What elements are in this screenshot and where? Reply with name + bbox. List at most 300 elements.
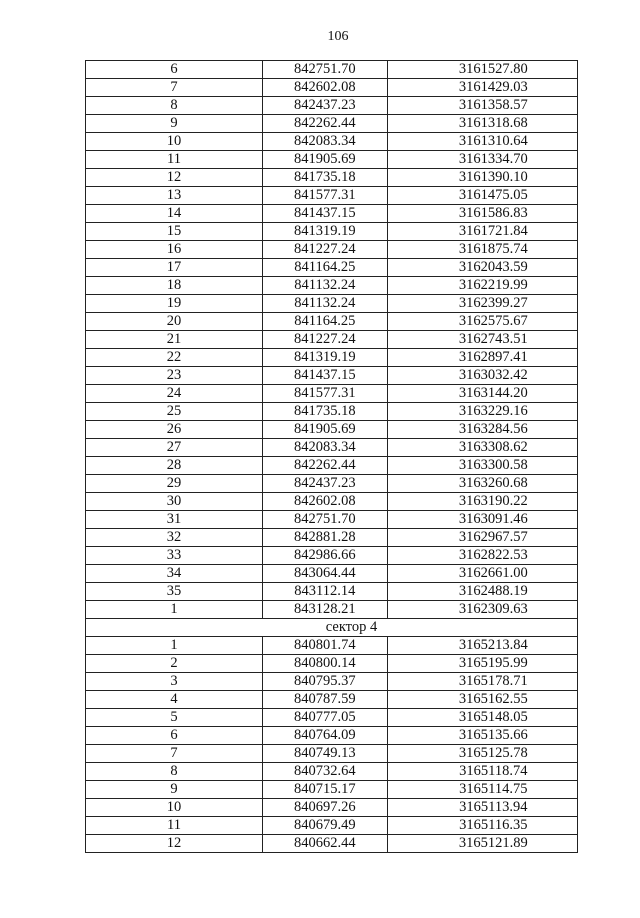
y-coordinate: 3163032.42 (458, 367, 528, 383)
point-number: 11 (167, 817, 181, 833)
x-coordinate: 840800.14 (293, 655, 356, 671)
x-coordinate: 840732.64 (293, 763, 356, 779)
x-coordinate: 841132.24 (294, 295, 356, 311)
point-number-cell (86, 763, 263, 781)
point-number-cell (86, 673, 263, 691)
x-coordinate-cell (262, 169, 387, 187)
table-row (86, 439, 578, 457)
y-coordinate-cell (387, 673, 577, 691)
x-coordinate-cell (262, 97, 387, 115)
x-coordinate: 843064.44 (293, 565, 356, 581)
x-coordinate: 841437.15 (293, 205, 356, 221)
x-coordinate-cell (262, 565, 387, 583)
y-coordinate: 3165116.35 (459, 817, 528, 833)
table-row (86, 367, 578, 385)
table-row (86, 205, 578, 223)
point-number-cell (86, 655, 263, 673)
table-row (86, 637, 578, 655)
x-coordinate-cell (262, 151, 387, 169)
point-number-cell (86, 781, 263, 799)
x-coordinate-cell (262, 133, 387, 151)
y-coordinate: 3165148.05 (458, 709, 528, 725)
x-coordinate-cell (262, 601, 387, 619)
y-coordinate: 3161390.10 (458, 169, 528, 185)
point-number: 9 (170, 115, 178, 131)
point-number-cell (86, 367, 263, 385)
point-number: 16 (166, 241, 182, 257)
table-row (86, 763, 578, 781)
point-number: 19 (166, 295, 182, 311)
y-coordinate: 3163091.46 (458, 511, 528, 527)
x-coordinate: 841905.69 (293, 151, 356, 167)
x-coordinate-cell (262, 547, 387, 565)
x-coordinate: 841164.25 (294, 313, 356, 329)
point-number: 14 (166, 205, 182, 221)
table-row (86, 79, 578, 97)
x-coordinate: 842437.23 (293, 97, 356, 113)
x-coordinate-cell (262, 421, 387, 439)
y-coordinate-cell (387, 295, 577, 313)
table-row (86, 97, 578, 115)
table-row (86, 259, 578, 277)
point-number: 10 (166, 799, 182, 815)
x-coordinate: 842262.44 (293, 115, 356, 131)
y-coordinate: 3163144.20 (458, 385, 528, 401)
point-number: 1 (170, 601, 178, 617)
table-row (86, 781, 578, 799)
x-coordinate-cell (262, 817, 387, 835)
y-coordinate-cell (387, 169, 577, 187)
point-number-cell (86, 817, 263, 835)
x-coordinate-cell (262, 655, 387, 673)
table-row (86, 655, 578, 673)
y-coordinate-cell (387, 421, 577, 439)
y-coordinate-cell (387, 259, 577, 277)
x-coordinate: 840764.09 (293, 727, 356, 743)
coordinates-table (85, 60, 578, 853)
point-number-cell (86, 709, 263, 727)
y-coordinate-cell (387, 835, 577, 853)
table-row (86, 745, 578, 763)
x-coordinate-cell (262, 709, 387, 727)
y-coordinate-cell (387, 601, 577, 619)
point-number: 33 (166, 547, 182, 563)
x-coordinate-cell (262, 745, 387, 763)
x-coordinate-cell (262, 457, 387, 475)
point-number: 15 (166, 223, 182, 239)
x-coordinate: 840801.74 (293, 637, 356, 653)
point-number: 24 (166, 385, 182, 401)
y-coordinate: 3161875.74 (458, 241, 528, 257)
x-coordinate: 842602.08 (293, 493, 356, 509)
table-row (86, 331, 578, 349)
point-number: 34 (166, 565, 182, 581)
y-coordinate: 3161429.03 (458, 79, 528, 95)
table-row (86, 421, 578, 439)
y-coordinate-cell (387, 61, 577, 79)
x-coordinate: 843128.21 (293, 601, 356, 617)
table-row (86, 403, 578, 421)
y-coordinate: 3163190.22 (458, 493, 528, 509)
point-number: 21 (166, 331, 182, 347)
x-coordinate-cell (262, 115, 387, 133)
y-coordinate-cell (387, 205, 577, 223)
point-number-cell (86, 259, 263, 277)
y-coordinate: 3163308.62 (458, 439, 528, 455)
y-coordinate: 3161318.68 (458, 115, 528, 131)
y-coordinate-cell (387, 97, 577, 115)
y-coordinate-cell (387, 277, 577, 295)
y-coordinate-cell (387, 745, 577, 763)
sector-label: сектор 4 (86, 619, 578, 637)
table-row (86, 565, 578, 583)
x-coordinate-cell (262, 475, 387, 493)
point-number-cell (86, 475, 263, 493)
y-coordinate: 3162488.19 (458, 583, 528, 599)
y-coordinate-cell (387, 187, 577, 205)
point-number: 26 (166, 421, 182, 437)
y-coordinate: 3163260.68 (458, 475, 528, 491)
x-coordinate: 841132.24 (294, 277, 356, 293)
point-number: 28 (166, 457, 182, 473)
sector-header-group (86, 619, 578, 637)
point-number: 31 (166, 511, 182, 527)
y-coordinate: 3163229.16 (458, 403, 528, 419)
table-row (86, 493, 578, 511)
x-coordinate-cell (262, 439, 387, 457)
x-coordinate-cell (262, 691, 387, 709)
point-number-cell (86, 133, 263, 151)
point-number-cell (86, 439, 263, 457)
y-coordinate-cell (387, 511, 577, 529)
x-coordinate-cell (262, 385, 387, 403)
y-coordinate-cell (387, 781, 577, 799)
y-coordinate-cell (387, 223, 577, 241)
x-coordinate-cell (262, 763, 387, 781)
table-row (86, 547, 578, 565)
point-number: 35 (166, 583, 182, 599)
x-coordinate: 840777.05 (293, 709, 356, 725)
table-row (86, 349, 578, 367)
point-number-cell (86, 403, 263, 421)
x-coordinate-cell (262, 637, 387, 655)
point-number-cell (86, 223, 263, 241)
x-coordinate: 841227.24 (293, 331, 356, 347)
y-coordinate: 3165121.89 (458, 835, 528, 851)
point-number-cell (86, 151, 263, 169)
y-coordinate: 3161358.57 (458, 97, 528, 113)
point-number-cell (86, 457, 263, 475)
x-coordinate: 840697.26 (293, 799, 356, 815)
y-coordinate-cell (387, 79, 577, 97)
point-number: 25 (166, 403, 182, 419)
point-number-cell (86, 745, 263, 763)
y-coordinate-cell (387, 763, 577, 781)
table-row (86, 817, 578, 835)
point-number: 27 (166, 439, 182, 455)
x-coordinate-cell (262, 205, 387, 223)
y-coordinate: 3163284.56 (458, 421, 528, 437)
y-coordinate: 3161721.84 (458, 223, 528, 239)
table-row (86, 223, 578, 241)
point-number: 9 (170, 781, 178, 797)
point-number: 3 (170, 673, 178, 689)
point-number: 12 (166, 835, 182, 851)
point-number-cell (86, 241, 263, 259)
point-number-cell (86, 493, 263, 511)
table-body-after (86, 637, 578, 853)
point-number-cell (86, 583, 263, 601)
x-coordinate-cell (262, 241, 387, 259)
point-number: 12 (166, 169, 182, 185)
y-coordinate: 3165178.71 (458, 673, 528, 689)
table-row (86, 277, 578, 295)
y-coordinate: 3162219.99 (458, 277, 528, 293)
x-coordinate-cell (262, 799, 387, 817)
table-row (86, 313, 578, 331)
point-number: 6 (170, 61, 178, 77)
table-row (86, 583, 578, 601)
y-coordinate-cell (387, 727, 577, 745)
x-coordinate: 841577.31 (293, 187, 356, 203)
point-number-cell (86, 691, 263, 709)
x-coordinate: 840795.37 (293, 673, 356, 689)
x-coordinate-cell (262, 295, 387, 313)
y-coordinate: 3165118.74 (459, 763, 528, 779)
y-coordinate: 3165114.75 (459, 781, 528, 797)
point-number: 2 (170, 655, 178, 671)
y-coordinate-cell (387, 583, 577, 601)
table-row (86, 475, 578, 493)
x-coordinate-cell (262, 727, 387, 745)
point-number: 7 (170, 745, 178, 761)
point-number: 17 (166, 259, 182, 275)
y-coordinate: 3165135.66 (458, 727, 528, 743)
point-number-cell (86, 79, 263, 97)
point-number: 8 (170, 763, 178, 779)
point-number-cell (86, 61, 263, 79)
x-coordinate: 842437.23 (293, 475, 356, 491)
y-coordinate: 3165125.78 (458, 745, 528, 761)
y-coordinate-cell (387, 115, 577, 133)
y-coordinate-cell (387, 403, 577, 421)
point-number-cell (86, 205, 263, 223)
point-number: 29 (166, 475, 182, 491)
table-row (86, 187, 578, 205)
y-coordinate-cell (387, 493, 577, 511)
x-coordinate: 841227.24 (293, 241, 356, 257)
x-coordinate-cell (262, 511, 387, 529)
x-coordinate: 841905.69 (293, 421, 356, 437)
y-coordinate: 3162309.63 (458, 601, 528, 617)
x-coordinate: 841164.25 (294, 259, 356, 275)
y-coordinate-cell (387, 529, 577, 547)
x-coordinate-cell (262, 331, 387, 349)
y-coordinate-cell (387, 475, 577, 493)
point-number-cell (86, 349, 263, 367)
x-coordinate-cell (262, 259, 387, 277)
point-number-cell (86, 421, 263, 439)
point-number: 1 (170, 637, 178, 653)
x-coordinate: 840749.13 (293, 745, 356, 761)
point-number-cell (86, 331, 263, 349)
y-coordinate-cell (387, 457, 577, 475)
x-coordinate: 842602.08 (293, 79, 356, 95)
x-coordinate: 842986.66 (293, 547, 356, 563)
table-row (86, 457, 578, 475)
y-coordinate-cell (387, 799, 577, 817)
y-coordinate-cell (387, 439, 577, 457)
y-coordinate-cell (387, 655, 577, 673)
y-coordinate: 3162575.67 (458, 313, 528, 329)
table-row (86, 727, 578, 745)
y-coordinate-cell (387, 547, 577, 565)
x-coordinate: 841735.18 (293, 403, 356, 419)
x-coordinate: 841319.19 (293, 223, 356, 239)
x-coordinate: 842751.70 (293, 511, 356, 527)
table-row (86, 511, 578, 529)
x-coordinate: 842083.34 (293, 439, 356, 455)
point-number: 10 (166, 133, 182, 149)
x-coordinate-cell (262, 403, 387, 421)
point-number: 5 (170, 709, 178, 725)
point-number-cell (86, 295, 263, 313)
x-coordinate: 843112.14 (294, 583, 356, 599)
point-number: 23 (166, 367, 182, 383)
page-number: 106 (327, 29, 349, 44)
table-row (86, 385, 578, 403)
y-coordinate: 3161586.83 (458, 205, 528, 221)
y-coordinate: 3162661.00 (458, 565, 528, 581)
y-coordinate: 3161527.80 (458, 61, 528, 77)
point-number-cell (86, 115, 263, 133)
table-row (86, 151, 578, 169)
point-number: 7 (170, 79, 178, 95)
x-coordinate: 842751.70 (293, 61, 356, 77)
point-number-cell (86, 511, 263, 529)
table-row (86, 61, 578, 79)
x-coordinate-cell (262, 583, 387, 601)
table-row (86, 529, 578, 547)
x-coordinate-cell (262, 223, 387, 241)
table-row (86, 601, 578, 619)
x-coordinate-cell (262, 493, 387, 511)
y-coordinate-cell (387, 385, 577, 403)
x-coordinate: 841437.15 (293, 367, 356, 383)
x-coordinate-cell (262, 835, 387, 853)
table-row (86, 133, 578, 151)
point-number-cell (86, 97, 263, 115)
point-number: 22 (166, 349, 182, 365)
table-body-before (86, 61, 578, 619)
point-number-cell (86, 565, 263, 583)
point-number: 20 (166, 313, 182, 329)
point-number: 8 (170, 97, 178, 113)
table-row (86, 115, 578, 133)
x-coordinate-cell (262, 313, 387, 331)
x-coordinate: 840662.44 (293, 835, 356, 851)
point-number-cell (86, 187, 263, 205)
x-coordinate-cell (262, 529, 387, 547)
point-number-cell (86, 169, 263, 187)
sector-header-row (86, 619, 578, 637)
y-coordinate: 3162399.27 (458, 295, 528, 311)
x-coordinate-cell (262, 367, 387, 385)
point-number-cell (86, 313, 263, 331)
point-number: 32 (166, 529, 182, 545)
table-row (86, 835, 578, 853)
y-coordinate: 3162043.59 (458, 259, 528, 275)
table-row (86, 673, 578, 691)
point-number: 11 (167, 151, 181, 167)
point-number: 6 (170, 727, 178, 743)
y-coordinate-cell (387, 349, 577, 367)
x-coordinate-cell (262, 673, 387, 691)
y-coordinate: 3162822.53 (458, 547, 528, 563)
x-coordinate: 841319.19 (293, 349, 356, 365)
x-coordinate: 840715.17 (293, 781, 356, 797)
y-coordinate-cell (387, 691, 577, 709)
y-coordinate-cell (387, 709, 577, 727)
y-coordinate-cell (387, 331, 577, 349)
y-coordinate-cell (387, 313, 577, 331)
y-coordinate: 3162743.51 (458, 331, 528, 347)
point-number-cell (86, 835, 263, 853)
point-number-cell (86, 727, 263, 745)
point-number-cell (86, 547, 263, 565)
y-coordinate-cell (387, 565, 577, 583)
y-coordinate-cell (387, 817, 577, 835)
y-coordinate-cell (387, 367, 577, 385)
y-coordinate: 3165213.84 (458, 637, 528, 653)
y-coordinate: 3162897.41 (458, 349, 528, 365)
point-number-cell (86, 601, 263, 619)
x-coordinate-cell (262, 781, 387, 799)
x-coordinate: 842262.44 (293, 457, 356, 473)
x-coordinate: 841577.31 (293, 385, 356, 401)
x-coordinate: 842083.34 (293, 133, 356, 149)
x-coordinate: 842881.28 (293, 529, 356, 545)
x-coordinate: 840787.59 (293, 691, 356, 707)
x-coordinate-cell (262, 79, 387, 97)
y-coordinate: 3162967.57 (458, 529, 528, 545)
y-coordinate-cell (387, 133, 577, 151)
y-coordinate: 3163300.58 (458, 457, 528, 473)
point-number-cell (86, 385, 263, 403)
table-row (86, 709, 578, 727)
table-row (86, 295, 578, 313)
y-coordinate: 3161334.70 (458, 151, 528, 167)
x-coordinate: 841735.18 (293, 169, 356, 185)
x-coordinate-cell (262, 277, 387, 295)
y-coordinate: 3165113.94 (459, 799, 528, 815)
x-coordinate-cell (262, 187, 387, 205)
table-row (86, 241, 578, 259)
table-row (86, 169, 578, 187)
point-number-cell (86, 637, 263, 655)
x-coordinate-cell (262, 349, 387, 367)
y-coordinate: 3165162.55 (458, 691, 528, 707)
x-coordinate: 840679.49 (293, 817, 356, 833)
y-coordinate: 3161475.05 (458, 187, 528, 203)
point-number-cell (86, 529, 263, 547)
point-number: 18 (166, 277, 182, 293)
table-row (86, 799, 578, 817)
point-number-cell (86, 799, 263, 817)
x-coordinate-cell (262, 61, 387, 79)
point-number: 13 (166, 187, 182, 203)
point-number: 4 (170, 691, 178, 707)
